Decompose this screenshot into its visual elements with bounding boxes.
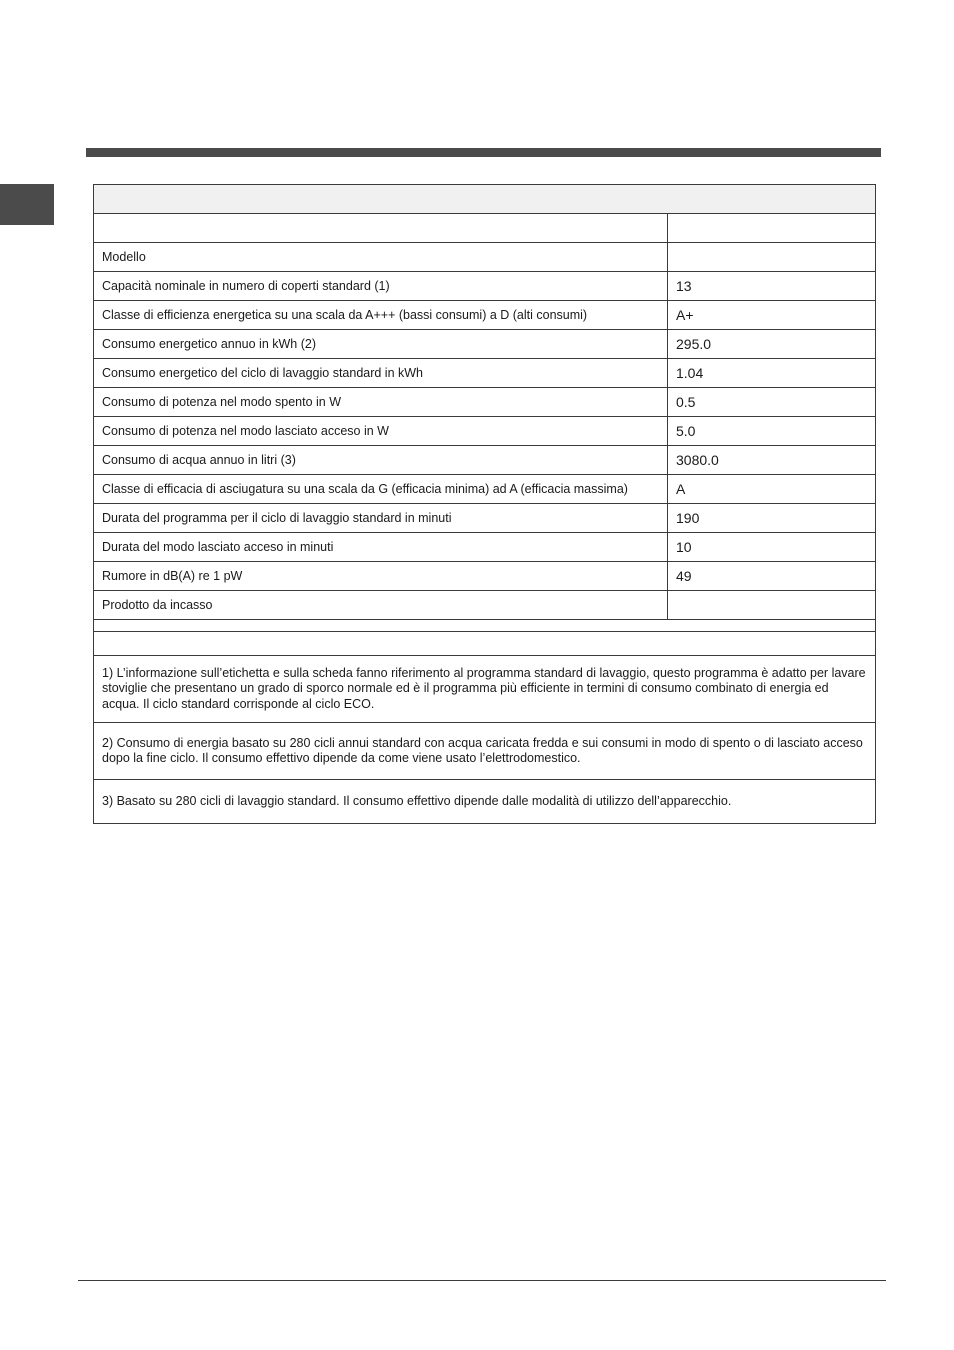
note-row: [94, 780, 876, 824]
spec-value: 0.5: [668, 388, 876, 417]
note-row: [94, 723, 876, 780]
table-row: [94, 591, 876, 620]
table-row: [94, 359, 876, 388]
spec-label: Consumo di acqua annuo in litri (3): [94, 446, 668, 475]
spacer-cell: [94, 620, 876, 632]
spec-label: Classe di efficienza energetica su una scala da A+++ (bassi consumi) a D (alti consumi): [94, 301, 668, 330]
spec-value: [668, 243, 876, 272]
spec-label: Consumo di potenza nel modo spento in W: [94, 388, 668, 417]
spec-value: 295.0: [668, 330, 876, 359]
column-header-label: [94, 214, 668, 243]
column-header-value: [668, 214, 876, 243]
note-row: [94, 656, 876, 723]
table-row: [94, 301, 876, 330]
spec-value: 13: [668, 272, 876, 301]
spec-value: A+: [668, 301, 876, 330]
spec-value: 5.0: [668, 417, 876, 446]
spec-label: Classe di efficacia di asciugatura su una scala da G (efficacia minima) ad A (efficacia massima): [94, 475, 668, 504]
table-row: [94, 475, 876, 504]
column-header-row: [94, 214, 876, 243]
spacer-row: [94, 620, 876, 632]
spec-label: Prodotto da incasso: [94, 591, 668, 620]
spec-label: Consumo energetico del ciclo di lavaggio standard in kWh: [94, 359, 668, 388]
spec-label: Consumo di potenza nel modo lasciato acceso in W: [94, 417, 668, 446]
spec-label: Rumore in dB(A) re 1 pW: [94, 562, 668, 591]
spec-value: [668, 591, 876, 620]
spec-label: Consumo energetico annuo in kWh (2): [94, 330, 668, 359]
product-fiche-body: [94, 185, 876, 824]
table-row: [94, 504, 876, 533]
spec-value: 190: [668, 504, 876, 533]
footnote-1: 1) L’informazione sull’etichetta e sulla scheda fanno riferimento al programma standard di lavaggio, questo programma è adatto per lavare stoviglie che presentano un grado di sporco normale ed è il programma più efficiente in termini di consumo combinato di energia ed acqua. Il ciclo standard corrisponde al ciclo ECO.: [94, 656, 876, 723]
spec-value: 49: [668, 562, 876, 591]
table-header-row: [94, 185, 876, 214]
table-row: [94, 562, 876, 591]
footnote-2: 2) Consumo di energia basato su 280 cicli annui standard con acqua caricata fredda e sui consumi in modo di spento o di lasciato acceso dopo la fine ciclo. Il consumo effettivo dipende da come viene usato l’elettrodomestico.: [94, 723, 876, 780]
product-fiche-table: [93, 184, 876, 824]
spec-value: 3080.0: [668, 446, 876, 475]
table-header-cell: [94, 185, 876, 214]
spec-value: A: [668, 475, 876, 504]
section-header-bar: [86, 148, 881, 157]
table-row: [94, 417, 876, 446]
footnote-3: 3) Basato su 280 cicli di lavaggio standard. Il consumo effettivo dipende dalle modalità di utilizzo dell’apparecchio.: [94, 780, 876, 824]
notes-header-cell: [94, 632, 876, 656]
spec-value: 1.04: [668, 359, 876, 388]
table-row: [94, 388, 876, 417]
table-row: [94, 446, 876, 475]
notes-header-row: [94, 632, 876, 656]
spec-value: 10: [668, 533, 876, 562]
spec-label: Durata del modo lasciato acceso in minuti: [94, 533, 668, 562]
table-row: [94, 533, 876, 562]
spec-label: Capacità nominale in numero di coperti standard (1): [94, 272, 668, 301]
spec-label: Modello: [94, 243, 668, 272]
table-row: [94, 330, 876, 359]
language-side-tab: [0, 184, 54, 225]
table-row: [94, 272, 876, 301]
footer-rule: [78, 1280, 886, 1281]
spec-label: Durata del programma per il ciclo di lavaggio standard in minuti: [94, 504, 668, 533]
table-row: [94, 243, 876, 272]
